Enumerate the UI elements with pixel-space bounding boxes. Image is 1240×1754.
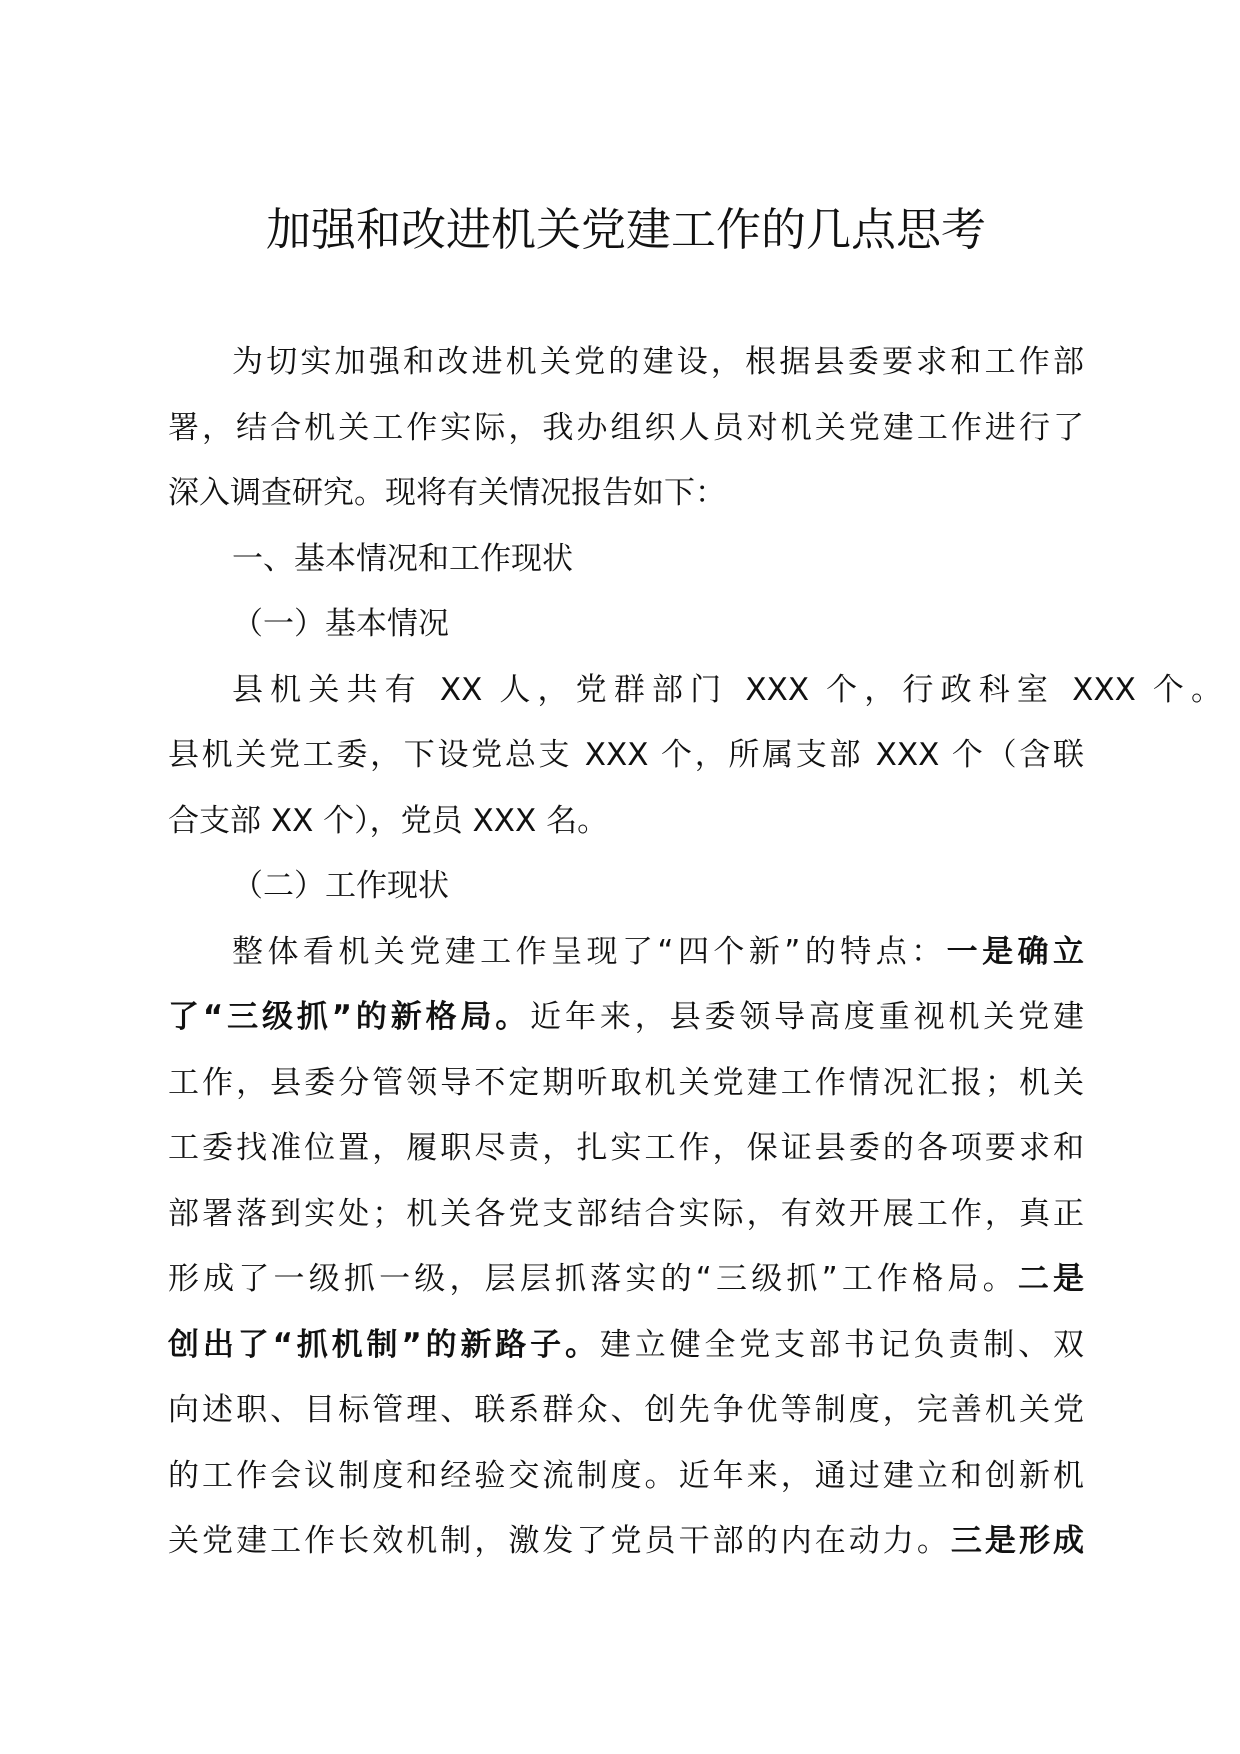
text-segment: 深入调查研究。现将有关情况报告如下： (168, 475, 726, 511)
text-segment: 工作，县委分管领导不定期听取机关党建工作情况汇报；机关 (168, 1064, 1084, 1101)
text-segment: （二）工作现状 (232, 868, 449, 904)
text-segment: 为切实加强和改进机关党的建设，根据县委要求和工作部 (232, 344, 1084, 380)
text-segment: 工委找准位置，履职尽责，扎实工作，保证县委的各项要求和 (168, 1130, 1084, 1166)
text-line (168, 920, 1084, 986)
text-line (168, 396, 1084, 462)
text-line (168, 1051, 1084, 1117)
text-line (168, 330, 1084, 396)
text-line (168, 789, 1084, 855)
text-line (168, 985, 1084, 1051)
text-line (168, 461, 1084, 527)
bold-text-segment: 创出了“抓机制”的新路子。 (168, 1326, 600, 1363)
text-segment: 署，结合机关工作实际，我办组织人员对机关党建工作进行了 (168, 409, 1084, 446)
text-line (168, 1116, 1084, 1182)
text-line (168, 854, 1084, 920)
document-title: 加强和改进机关党建工作的几点思考 (265, 203, 986, 256)
text-segment: 关党建工作长效机制，激发了党员干部的内在动力。 (168, 1523, 951, 1559)
text-segment: 建立健全党支部书记负责制、双 (599, 1326, 1084, 1363)
bold-text-segment: 一是确立 (946, 933, 1084, 970)
text-segment: 县机关党工委，下设党总支 XXX 个，所属支部 XXX 个（含联 (168, 737, 1084, 773)
text-segment: 部署落到实处；机关各党支部结合实际，有效开展工作，真正 (168, 1195, 1084, 1232)
text-segment: 的工作会议制度和经验交流制度。近年来，通过建立和创新机 (168, 1457, 1084, 1494)
text-line (168, 1444, 1084, 1510)
text-segment: （一）基本情况 (232, 606, 449, 642)
bold-text-segment: 三是形成 (950, 1523, 1085, 1559)
text-segment: 向述职、目标管理、联系群众、创先争优等制度，完善机关党 (168, 1392, 1084, 1428)
text-line (168, 1378, 1084, 1444)
text-line (168, 527, 1084, 593)
text-segment: 整体看机关党建工作呈现了“四个新”的特点： (232, 933, 947, 970)
text-line (168, 1182, 1084, 1248)
text-segment: 一、基本情况和工作现状 (232, 540, 573, 577)
text-segment: 形成了一级抓一级，层层抓落实的“三级抓”工作格局。 (168, 1261, 1018, 1297)
text-line (168, 592, 1084, 658)
bold-text-segment: 了“三级抓”的新格局。 (168, 999, 531, 1035)
text-segment: 近年来，县委领导高度重视机关党建 (530, 999, 1085, 1035)
text-segment: 县机关共有 XX 人，党群部门 XXX 个，行政科室 XXX 个。 (232, 671, 1222, 708)
document-body (168, 330, 1222, 1575)
text-line (168, 1509, 1084, 1575)
text-line (168, 658, 1222, 724)
text-segment: 合支部 XX 个），党员 XXX 名。 (168, 802, 609, 839)
text-line (168, 1247, 1084, 1313)
text-line (168, 723, 1084, 789)
bold-text-segment: 二是 (1017, 1261, 1084, 1297)
text-line (168, 1313, 1084, 1379)
